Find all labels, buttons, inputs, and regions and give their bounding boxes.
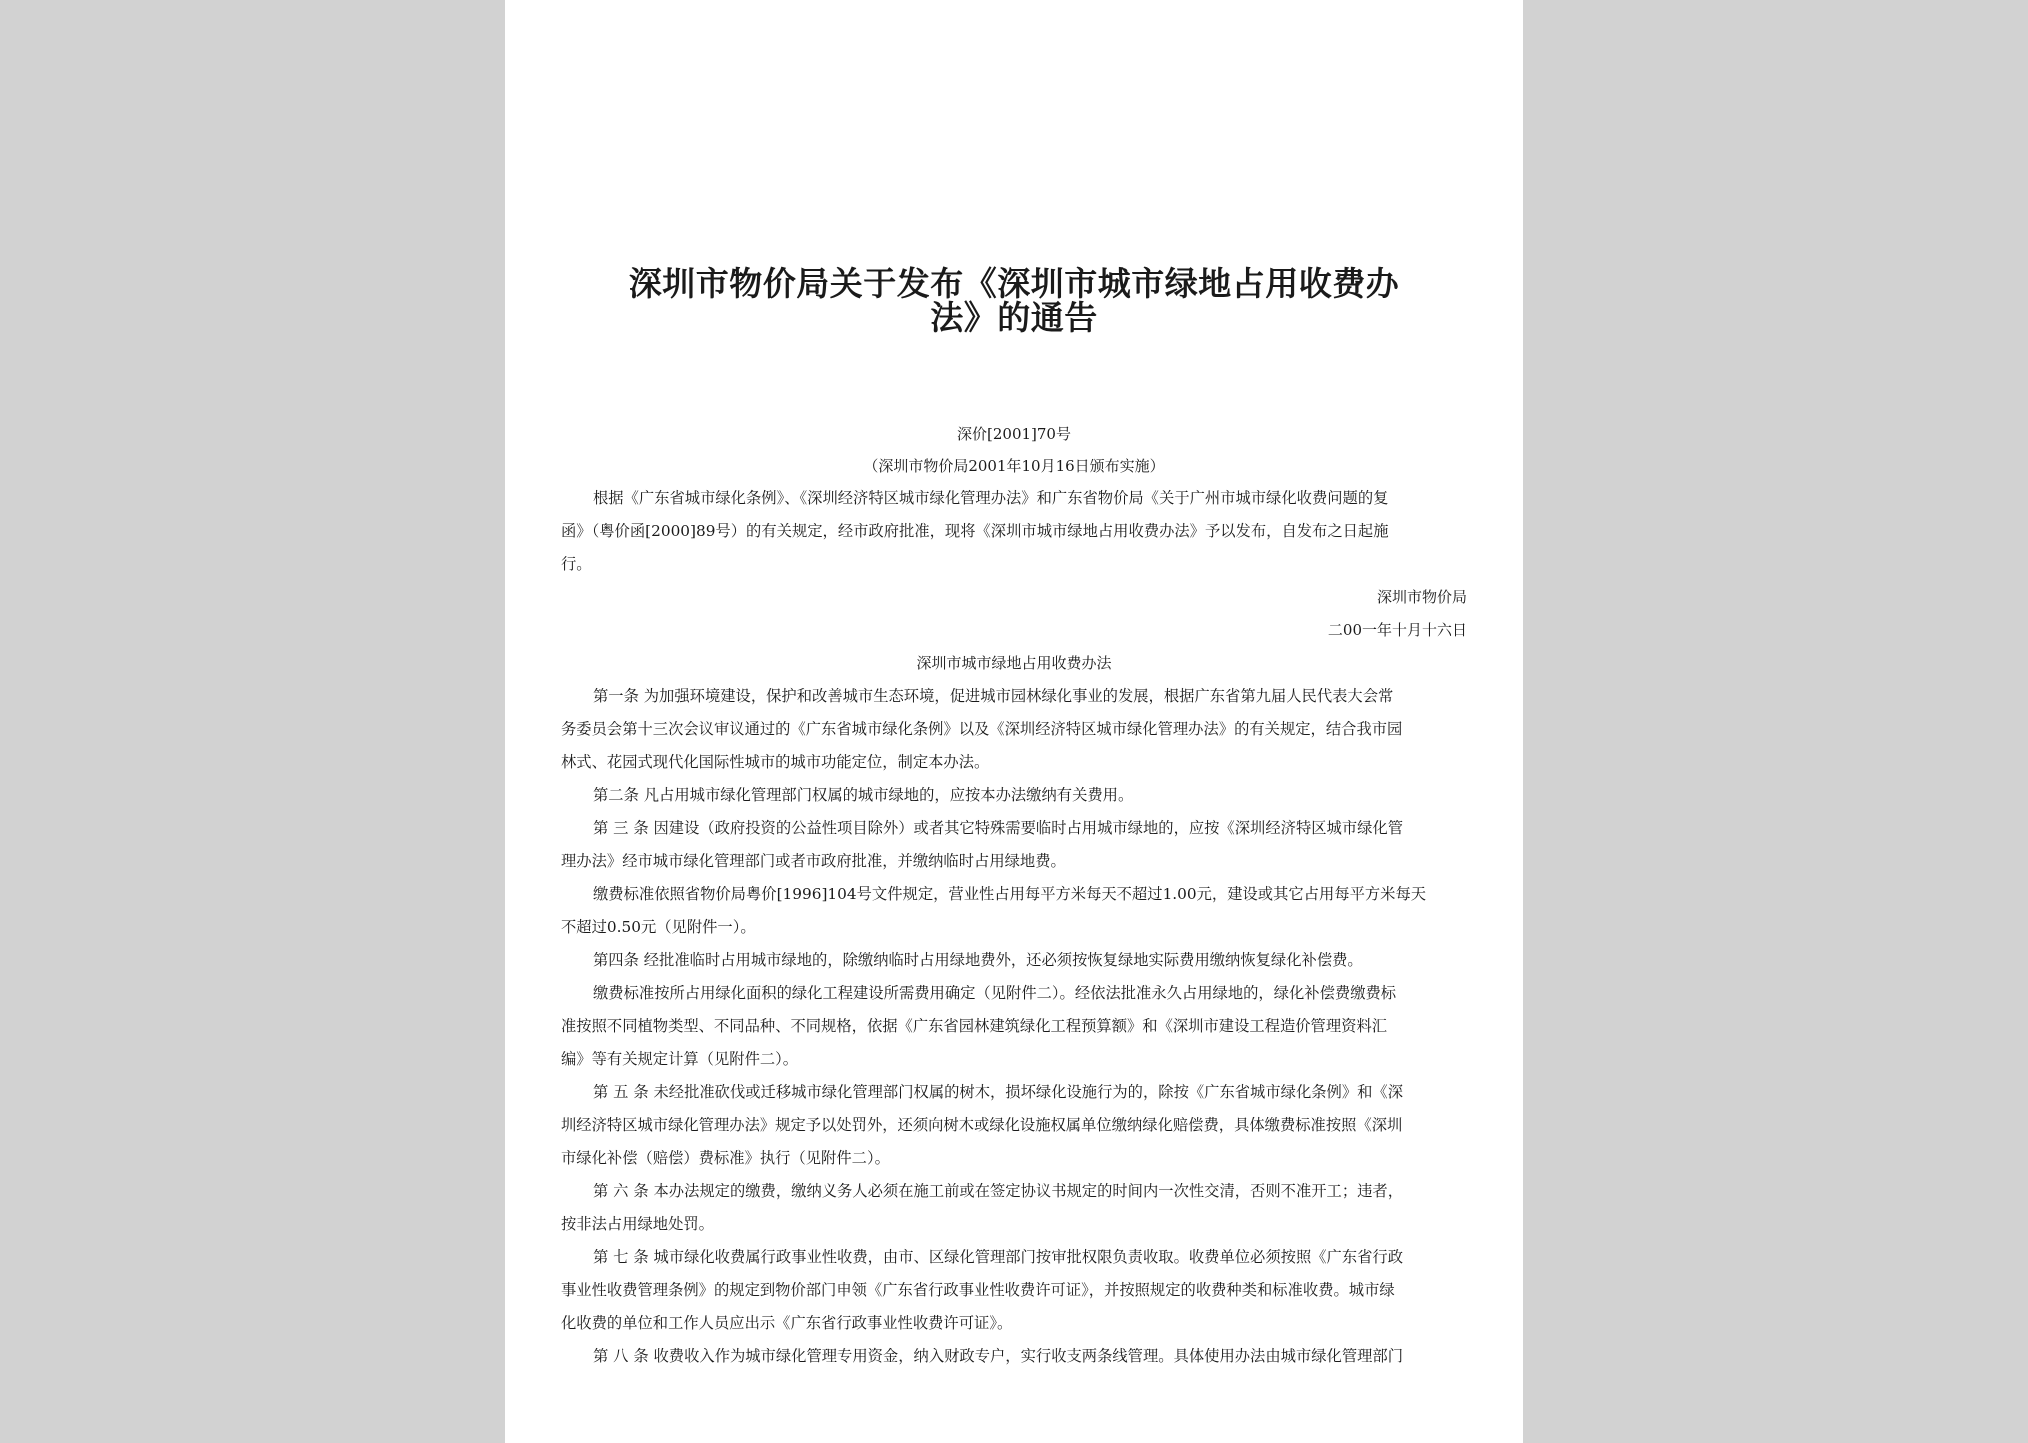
document-page xyxy=(505,0,1523,1443)
intro-line: 根据《广东省城市绿化条例》、《深圳经济特区城市绿化管理办法》和广东省物价局《关于广州市城市绿化收费问题的复 xyxy=(593,489,1389,507)
document-title-line-1: 深圳市物价局关于发布《深圳市城市绿地占用收费办 xyxy=(628,264,1400,303)
issuer-signature: 深圳市物价局 xyxy=(1376,588,1467,606)
issue-note: （深圳市物价局2001年10月16日颁布实施） xyxy=(863,457,1165,475)
body-text-line: 第 三 条 因建设（政府投资的公益性项目除外）或者其它特殊需要临时占用城市绿地的，应按《深圳经济特区城市绿化管 xyxy=(593,819,1404,837)
body-text-line: 第 六 条 本办法规定的缴费，缴纳义务人必须在施工前或在签定协议书规定的时间内一次性交清，否则不准开工；违者， xyxy=(593,1182,1404,1200)
body-text-line: 准按照不同植物类型、不同品种、不同规格，依据《广东省园林建筑绿化工程预算额》和《深圳市建设工程造价管理资料汇 xyxy=(561,1017,1388,1035)
intro-line: 行。 xyxy=(561,555,592,573)
body-text-line: 缴费标准依照省物价局粤价[1996]104号文件规定，营业性占用每平方米每天不超过1.00元，建设或其它占用每平方米每天 xyxy=(593,885,1427,903)
body-text-line: 圳经济特区城市绿化管理办法》规定予以处罚外，还须向树木或绿化设施权属单位缴纳绿化赔偿费，具体缴费标准按照《深圳 xyxy=(561,1116,1403,1134)
intro-line: 函》（粤价函[2000]89号）的有关规定，经市政府批准，现将《深圳市城市绿地占用收费办法》予以发布，自发布之日起施 xyxy=(561,522,1389,540)
body-text-line: 第二条 凡占用城市绿化管理部门权属的城市绿地的，应按本办法缴纳有关费用。 xyxy=(593,786,1134,804)
document-number: 深价[2001]70号 xyxy=(957,425,1071,443)
body-text-line: 理办法》经市城市绿化管理部门或者市政府批准，并缴纳临时占用绿地费。 xyxy=(561,852,1066,870)
body-text-line: 林式、花园式现代化国际性城市的城市功能定位，制定本办法。 xyxy=(561,753,990,771)
body-text-line: 市绿化补偿（赔偿）费标准》执行（见附件二）。 xyxy=(561,1149,890,1167)
body-text-line: 化收费的单位和工作人员应出示《广东省行政事业性收费许可证》。 xyxy=(561,1314,1013,1332)
body-text-line: 不超过0.50元（见附件一）。 xyxy=(561,918,756,936)
body-text-line: 务委员会第十三次会议审议通过的《广东省城市绿化条例》以及《深圳经济特区城市绿化管理办法》的有关规定，结合我市园 xyxy=(561,720,1403,738)
body-text-line: 第 七 条 城市绿化收费属行政事业性收费，由市、区绿化管理部门按审批权限负责收取。收费单位必须按照《广东省行政 xyxy=(593,1248,1404,1266)
issue-date: 二00一年十月十六日 xyxy=(1327,621,1467,639)
body-text-line: 编》等有关规定计算（见附件二）。 xyxy=(561,1050,799,1068)
body-text-line: 按非法占用绿地处罚。 xyxy=(561,1215,714,1233)
body-text-line: 缴费标准按所占用绿化面积的绿化工程建设所需费用确定（见附件二）。经依法批准永久占用绿地的，绿化补偿费缴费标 xyxy=(593,984,1397,1002)
body-text-line: 事业性收费管理条例》的规定到物价部门申领《广东省行政事业性收费许可证》，并按照规定的收费种类和标准收费。城市绿 xyxy=(561,1281,1395,1299)
body-text-line: 第 八 条 收费收入作为城市绿化管理专用资金，纳入财政专户，实行收支两条线管理。具体使用办法由城市绿化管理部门 xyxy=(593,1347,1404,1365)
body-text-line: 第一条 为加强环境建设，保护和改善城市生态环境，促进城市园林绿化事业的发展，根据广东省第九届人民代表大会常 xyxy=(593,687,1394,705)
regulation-subtitle: 深圳市城市绿地占用收费办法 xyxy=(916,654,1112,672)
body-text-line: 第 五 条 未经批准砍伐或迁移城市绿化管理部门权属的树木，损坏绿化设施行为的，除按《广东省城市绿化条例》和《深 xyxy=(593,1083,1404,1101)
document-title-line-2: 法》的通告 xyxy=(930,298,1098,337)
body-text-line: 第四条 经批准临时占用城市绿地的，除缴纳临时占用绿地费外，还必须按恢复绿地实际费用缴纳恢复绿化补偿费。 xyxy=(593,951,1363,969)
